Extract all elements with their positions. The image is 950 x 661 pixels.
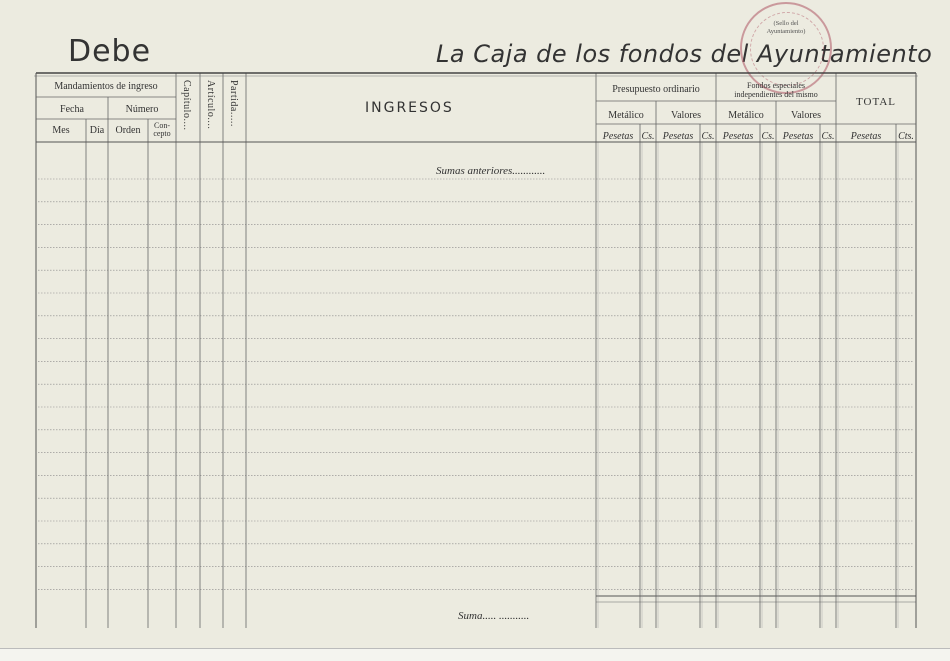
header-concepto [148,122,176,138]
page-bottom-edge [0,648,950,661]
header-numero: Número [125,104,159,115]
header-ingresos: INGRESOS [365,100,454,116]
header-orden: Orden [115,125,141,136]
header-fecha: Fecha [60,104,84,115]
header-capitulo: Capítulo.... [181,80,192,131]
header-metalico-1: Metálico [608,110,644,121]
header-fondos-line1: Fondos especiales [747,81,805,90]
header-mandamientos: Mandamientos de ingreso [54,81,158,92]
page-title: La Caja de los fondos del Ayuntamiento [436,40,933,68]
seal-line-2: Ayuntamiento) [766,28,806,35]
header-cts-total: Cts. [898,131,914,142]
debe-heading: Debe [68,34,152,69]
header-pesetas-2: Pesetas [662,131,694,142]
header-pesetas-4: Pesetas [782,131,814,142]
header-cs-4: Cs. [821,131,835,142]
header-fondos-especiales [716,81,836,99]
column-rules [86,73,898,628]
header-dia: Día [89,125,105,136]
header-valores-2: Valores [791,110,821,121]
row-sumas-anteriores: Sumas anteriores............ [436,165,546,177]
header-cs-3: Cs. [761,131,775,142]
row-rules [38,179,916,602]
header-total: TOTAL [856,96,896,108]
header-articulo: Artículo.... [205,80,216,130]
header-pesetas-3: Pesetas [722,131,754,142]
seal-line-1: (Sello del [773,20,799,27]
header-fondos-line2: independientes del mismo [734,90,818,99]
header-valores-1: Valores [671,110,701,121]
header-pesetas-1: Pesetas [602,131,634,142]
header-concepto-line2: cepto [153,129,171,138]
header-cs-1: Cs. [641,131,655,142]
header-mes: Mes [52,125,70,136]
header-partida: Partida..... [228,80,239,127]
header-concepto-line1: Con- [154,121,170,130]
header-pesetas-total: Pesetas [850,131,882,142]
header-cs-2: Cs. [701,131,715,142]
header-presupuesto-ordinario: Presupuesto ordinario [612,84,700,95]
header-metalico-2: Metálico [728,110,764,121]
row-suma: Suma..... ........... [458,610,530,622]
frame-rules [34,73,918,628]
